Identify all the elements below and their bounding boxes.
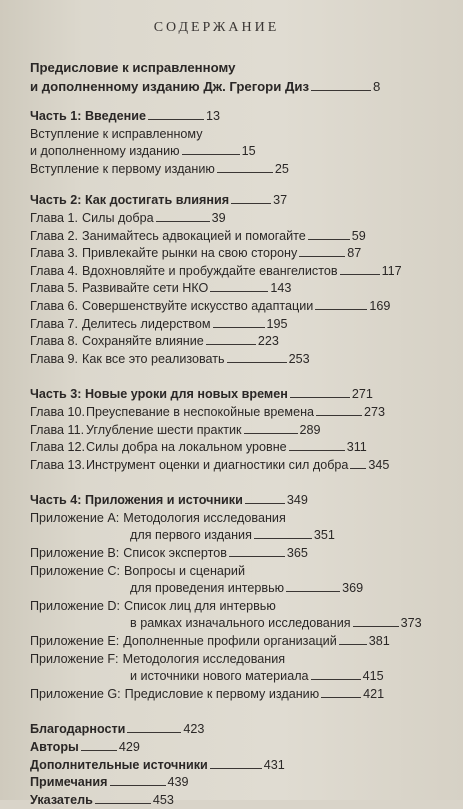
toc-appendix-title: Вопросы и сценарий (123, 563, 245, 578)
toc-page-number: 143 (270, 281, 292, 296)
toc-leader (213, 326, 265, 328)
toc-chapter-title: Углубление шести практик (86, 422, 242, 437)
toc-leader (148, 118, 204, 120)
toc-leader (311, 89, 371, 91)
toc-leader (353, 625, 399, 627)
toc-page-number: 453 (152, 792, 174, 807)
toc-appendix-title: Список лиц для интервью (123, 598, 276, 613)
toc-page-number: 351 (313, 528, 335, 543)
toc-page-number: 195 (266, 316, 288, 331)
toc-leader (254, 537, 312, 539)
toc-chapter (30, 316, 463, 334)
toc-leader (311, 678, 361, 680)
toc-page-number: 15 (241, 144, 256, 159)
toc-appendix-number: Приложение A: (30, 510, 120, 525)
toc-appendix-line (30, 563, 463, 581)
toc-appendix-title: Методология исследования (122, 651, 286, 666)
toc-appendix-title: Список экспертов (123, 546, 227, 561)
toc-appendix-title: Методология исследования (123, 510, 286, 525)
toc-leader (231, 202, 271, 204)
toc-chapter-number: Глава 8. (30, 334, 79, 349)
toc-leader (245, 502, 285, 504)
toc-leader (315, 308, 367, 310)
toc-entry-label: Примечания (30, 775, 108, 790)
toc-leader (308, 238, 350, 240)
toc-part-3 (30, 386, 463, 474)
toc-chapter (30, 263, 463, 281)
toc-chapter (30, 280, 463, 298)
toc-leader (217, 171, 273, 173)
toc-part-heading (30, 108, 463, 126)
toc-entry-label: Благодарности (30, 722, 126, 737)
toc-chapter-number: Глава 12. (30, 440, 86, 455)
toc-appendix-number: Приложение E: (30, 634, 120, 649)
toc-chapter-title: Инструмент оценки и диагностики сил добра (86, 457, 349, 472)
toc-appendix (30, 615, 463, 633)
toc-page-number: 311 (346, 440, 367, 455)
toc-appendix-number: Приложение B: (30, 546, 120, 561)
toc-leader (299, 255, 345, 257)
toc-appendix-title: Дополненные профили организаций (123, 634, 337, 649)
toc-page-number: 289 (299, 422, 321, 437)
toc-backmatter (30, 721, 463, 809)
toc-part-title: Часть 2: Как достигать влияния (30, 193, 230, 208)
toc-chapter-number: Глава 10. (30, 404, 86, 419)
toc-part-4 (30, 492, 463, 703)
toc-appendix-number: Приложение D: (30, 598, 120, 613)
toc-appendix-line (30, 510, 463, 528)
toc-entry (30, 143, 463, 161)
toc-chapter-number: Глава 9. (30, 351, 79, 366)
toc-entry-label: Вступление к первому изданию (30, 161, 215, 176)
toc-chapter-number: Глава 6. (30, 298, 79, 313)
toc-leader (206, 343, 256, 345)
toc-leader (95, 802, 151, 804)
toc-entry (30, 161, 463, 179)
toc-entry-label: и дополненному изданию Дж. Грегори Диз (30, 79, 310, 94)
toc-appendix (30, 580, 463, 598)
toc-appendix (30, 527, 463, 545)
toc-page-number: 365 (286, 546, 308, 561)
toc-chapter-title: Вдохновляйте и пробуждайте евангелистов (82, 263, 338, 278)
toc-part-2 (30, 192, 463, 368)
toc-page-number: 117 (381, 263, 402, 278)
toc-page-number: 87 (347, 246, 362, 261)
toc-appendix-title: для проведения интервью (130, 581, 285, 596)
toc-chapter-title: Преуспевание в неспокойные времена (86, 404, 315, 419)
toc-chapter (30, 245, 463, 263)
toc-chapter (30, 333, 463, 351)
toc-part-1 (30, 108, 463, 178)
toc-chapter (30, 422, 463, 440)
toc-leader (321, 696, 361, 698)
toc-entry-label: Предисловие к исправленному (30, 60, 236, 75)
toc-leader (244, 432, 298, 434)
toc-appendix (30, 668, 463, 686)
toc-chapter-title: Занимайтесь адвокацией и помогайте (82, 228, 306, 243)
toc-appendix (30, 633, 463, 651)
toc-leader (350, 467, 366, 469)
toc-leader (127, 731, 181, 733)
toc-chapter-title: Делитесь лидерством (82, 316, 211, 331)
toc-chapter (30, 210, 463, 228)
toc-page-number: 381 (368, 634, 390, 649)
toc-appendix-line (30, 598, 463, 616)
toc-chapter (30, 228, 463, 246)
toc-chapter-number: Глава 3. (30, 246, 79, 261)
toc-page-number: 349 (286, 493, 308, 508)
toc-appendix (30, 545, 463, 563)
toc-leader (316, 414, 362, 416)
toc-backmatter-entry (30, 792, 463, 809)
toc-part-title: Часть 4: Приложения и источники (30, 493, 243, 508)
toc-appendix-number: Приложение G: (30, 686, 121, 701)
toc-chapter-title: Совершенствуйте искусство адаптации (82, 298, 314, 313)
toc-appendix-number: Приложение F: (30, 651, 119, 666)
toc-page-number: 169 (369, 298, 391, 313)
toc-part-title: Часть 3: Новые уроки для новых времен (30, 387, 288, 402)
toc-page-number: 373 (400, 616, 422, 631)
toc-page-number: 223 (257, 334, 279, 349)
toc-chapter-title: Привлекайте рынки на свою сторону (82, 246, 298, 261)
toc-backmatter-entry (30, 721, 463, 739)
toc-entry-label: Авторы (30, 740, 79, 754)
toc-leader (182, 153, 240, 155)
toc-appendix-title: Предисловие к первому изданию (124, 686, 320, 701)
toc-appendix-number: Приложение C: (30, 563, 120, 578)
toc-entry-label: Дополнительные источники (30, 757, 208, 772)
page-title: СОДЕРЖАНИЕ (153, 20, 280, 35)
toc-chapter-number: Глава 5. (30, 281, 79, 296)
toc-page-number: 439 (167, 775, 189, 790)
toc-preface (30, 58, 463, 96)
toc-appendix-title: в рамках изначального исследования (130, 616, 351, 631)
toc-entry-label: Указатель (30, 792, 93, 807)
toc-chapter (30, 439, 463, 457)
toc-leader (210, 290, 268, 292)
toc-page-number: 421 (363, 686, 385, 701)
toc-page-number: 8 (373, 79, 381, 94)
toc-page-number: 431 (263, 757, 285, 772)
toc-page-number: 369 (342, 581, 364, 596)
toc-leader (81, 749, 117, 751)
toc-page-number: 429 (118, 740, 140, 754)
toc-chapter (30, 351, 463, 369)
toc-chapter-title: Силы добра (82, 210, 154, 225)
toc-backmatter-entry (30, 757, 463, 775)
toc-chapter (30, 404, 463, 422)
toc-appendix-line (30, 651, 463, 669)
toc-page-number: 423 (183, 722, 205, 737)
toc-chapter-title: Развивайте сети НКО (82, 281, 209, 296)
toc-leader (229, 555, 285, 557)
toc-page-number: 59 (351, 228, 366, 243)
toc-leader (227, 361, 287, 363)
toc-part-heading (30, 386, 463, 404)
toc-chapter-number: Глава 7. (30, 316, 79, 331)
toc-leader (156, 220, 210, 222)
toc-leader (339, 643, 367, 645)
toc-page-number: 273 (364, 404, 386, 419)
toc-chapter-number: Глава 13. (30, 457, 86, 472)
toc-part-title: Часть 1: Введение (30, 109, 146, 123)
toc-leader (110, 784, 166, 786)
toc-page-number: 345 (368, 457, 390, 472)
toc-entry-line (30, 58, 463, 77)
toc-page-number: 415 (362, 669, 384, 684)
toc-part-heading (30, 192, 463, 210)
toc-appendix-title: и источники нового материала (130, 669, 309, 684)
toc-chapter-number: Глава 4. (30, 263, 79, 278)
toc-entry-line (30, 126, 463, 144)
toc-part-heading (30, 492, 463, 510)
toc-page-number: 253 (288, 351, 310, 366)
toc-entry-label: и дополненному изданию (30, 144, 180, 159)
toc-chapter-title: Сохраняйте влияние (82, 334, 204, 349)
toc-leader (340, 273, 380, 275)
toc-page-number: 25 (274, 161, 289, 176)
toc-page-number: 37 (273, 193, 288, 208)
toc-chapter (30, 298, 463, 316)
toc-leader (210, 767, 262, 769)
toc-chapter-number: Глава 2. (30, 228, 79, 243)
toc-leader (286, 590, 340, 592)
toc-page-number: 271 (351, 387, 373, 402)
toc-entry (30, 77, 463, 96)
toc-page-number: 13 (206, 109, 221, 123)
toc-appendix-title: для первого издания (130, 528, 252, 543)
toc-chapter (30, 457, 463, 475)
toc-chapter-number: Глава 11. (30, 422, 85, 437)
toc-chapter-title: Силы добра на локальном уровне (86, 440, 287, 455)
toc-appendix (30, 686, 463, 704)
toc-leader (289, 449, 345, 451)
toc-leader (290, 396, 350, 398)
toc-chapter-title: Как все это реализовать (82, 351, 225, 366)
toc-backmatter-entry (30, 774, 463, 792)
toc-backmatter-entry (30, 739, 463, 757)
toc-page-number: 39 (211, 210, 226, 225)
toc-entry-label: Вступление к исправленному (30, 126, 203, 141)
toc-chapter-number: Глава 1. (30, 210, 79, 225)
